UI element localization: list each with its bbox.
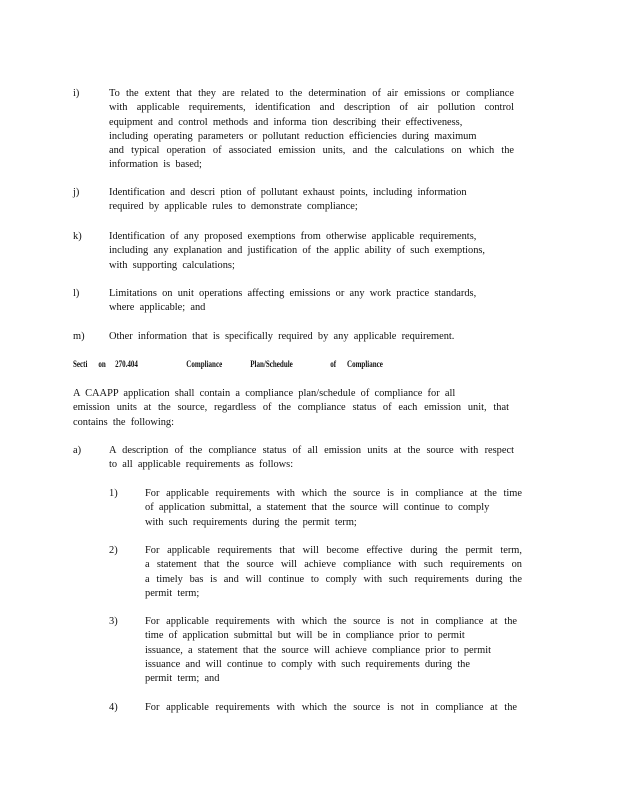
text-line: and typical operation of associated emission units, and the calculations on which the: [109, 145, 514, 157]
section-prefix-on: on: [98, 359, 106, 369]
text-line: To the extent that they are related to the determination of air emissions or compliance: [109, 88, 514, 99]
text-line: permit term; and: [145, 673, 220, 685]
text-line: For applicable requirements with which the source is not in compliance at the: [145, 702, 517, 713]
item-i-text: [109, 87, 514, 173]
text-line: information is based;: [109, 159, 202, 171]
item-l-text: [109, 287, 499, 316]
item-m-text: [109, 330, 509, 344]
text-line: permit term;: [145, 587, 200, 599]
section-title-part: Compliance: [346, 359, 383, 369]
text-line: time of application submittal but will be in compliance prior to permit: [145, 630, 465, 642]
text-line: including operating parameters or pollutant reduction efficiencies during maximum: [109, 130, 477, 142]
numbered-4-text: [145, 701, 517, 715]
text-line: a timely bas is and will continue to comply with such requirements during the: [145, 573, 522, 585]
text-line: including any explanation and justification of the applic ability of such exemptions,: [109, 245, 486, 257]
numbered-2-marker: 2): [109, 545, 118, 556]
item-k-marker: k): [73, 231, 82, 242]
text-line: with supporting calculations;: [109, 259, 235, 271]
numbered-1-marker: 1): [109, 488, 118, 499]
text-line: For applicable requirements with which the source is not in compliance at the: [145, 616, 517, 627]
section-number: 270.404: [115, 359, 138, 369]
item-j-marker: j): [73, 187, 80, 198]
item-i-marker: i): [73, 88, 80, 99]
numbered-4-marker: 4): [109, 702, 118, 713]
text-line: For applicable requirements with which the source is in compliance at the time: [145, 488, 522, 499]
section-title-part: Plan/Schedule: [250, 359, 293, 369]
text-line: equipment and control methods and informa tion describing their effectiveness,: [109, 116, 463, 128]
section-title-part: of: [330, 359, 337, 369]
text-line: Limitations on unit operations affecting emissions or any work practice standards,: [109, 288, 477, 299]
numbered-1-text: [145, 487, 522, 530]
item-m-marker: m): [73, 331, 85, 342]
numbered-3-text: [145, 615, 517, 686]
text-line: issuance and will continue to comply with such requirements during the: [145, 658, 470, 670]
text-line: to all applicable requirements as follows:: [109, 459, 294, 471]
text-line: a statement that the source will achieve compliance with such requirements on: [145, 559, 522, 571]
text-line: For applicable requirements that will become effective during the permit term,: [145, 545, 522, 556]
text-line: where applicable; and: [109, 302, 206, 314]
text-line: emission units at the source, regardless of the compliance status of each emission unit, that: [73, 402, 509, 414]
text-line: Identification and descri ption of pollutant exhaust points, including information: [109, 187, 467, 198]
section-heading: [73, 359, 383, 369]
section-prefix: Secti: [73, 359, 88, 369]
numbered-3-marker: 3): [109, 616, 118, 627]
numbered-2-text: [145, 544, 522, 601]
item-l-marker: l): [73, 288, 80, 299]
text-line: of application submittal, a statement that the source will continue to comply: [145, 502, 490, 514]
text-line: required by applicable rules to demonstrate compliance;: [109, 201, 358, 213]
text-line: Identification of any proposed exemptions from otherwise applicable requirements,: [109, 231, 477, 242]
sub-a-marker: a): [73, 445, 82, 456]
text-line: with such requirements during the permit term;: [145, 516, 357, 528]
sub-a-text: [109, 444, 514, 473]
text-line: A description of the compliance status of all emission units at the source with respect: [109, 445, 514, 456]
item-k-text: [109, 230, 499, 273]
section-title-part: Compliance: [186, 359, 223, 369]
text-line: contains the following:: [73, 416, 175, 428]
item-j-text: [109, 186, 489, 215]
text-line: issuance, a statement that the source will achieve compliance prior to permit: [145, 644, 491, 656]
text-line: A CAAPP application shall contain a compliance plan/schedule of compliance for all: [73, 388, 456, 399]
intro-paragraph: [73, 387, 509, 430]
text-line: Other information that is specifically required by any applicable requirement.: [109, 331, 455, 342]
text-line: with applicable requirements, identification and description of air pollution control: [109, 102, 514, 114]
